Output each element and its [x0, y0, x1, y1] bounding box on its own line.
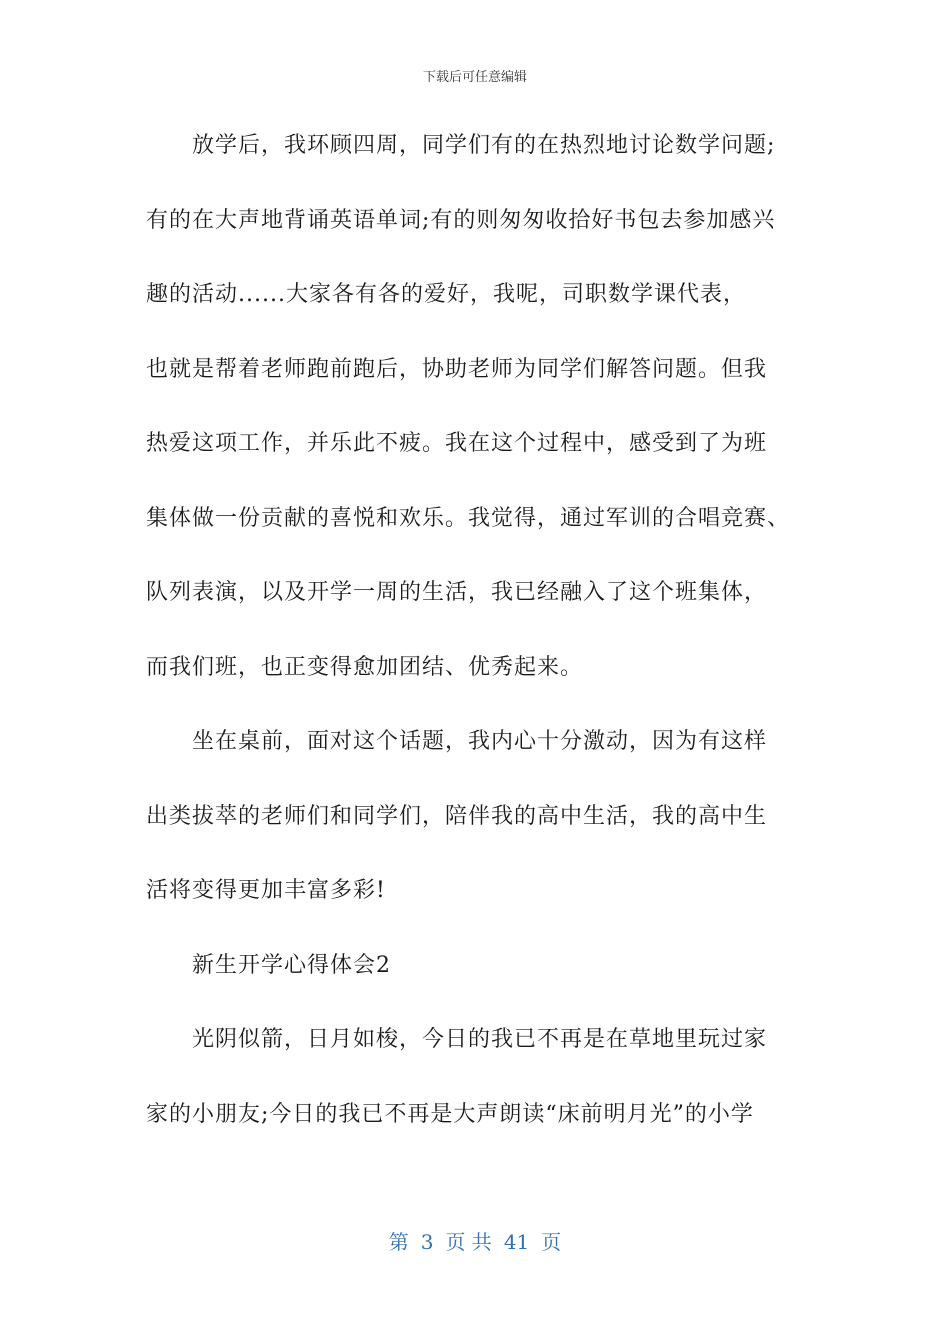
paragraph-line: 坐在桌前，面对这个话题，我内心十分激动，因为有这样 [192, 729, 768, 754]
footer-prefix: 第 [388, 1230, 409, 1254]
footer-suffix: 页 [541, 1230, 562, 1254]
paragraph-line: 家的小朋友;今日的我已不再是大声朗读“床前明月光”的小学 [146, 1101, 754, 1127]
footer-middle: 页 共 [445, 1230, 492, 1254]
paragraph-line: 队列表演，以及开学一周的生活，我已经融入了这个班集体， [146, 580, 768, 605]
paragraph-line: 集体做一份贡献的喜悦和欢乐。我觉得，通过军训的合唱竞赛、 [146, 505, 791, 531]
paragraph-line: 出类拔萃的老师们和同学们，陪伴我的高中生活，我的高中生 [146, 803, 768, 829]
paragraph-line: 热爱这项工作，并乐此不疲。我在这个过程中，感受到了为班 [146, 431, 768, 456]
document-body [146, 128, 806, 1171]
page-footer [0, 1226, 950, 1255]
paragraph-line: 而我们班，也正变得愈加团结、优秀起来。 [146, 654, 584, 680]
paragraph-line: 也就是帮着老师跑前跑后，协助老师为同学们解答问题。但我 [146, 356, 768, 382]
current-page-number: 3 [420, 1230, 434, 1254]
paragraph-line: 光阴似箭，日月如梭，今日的我已不再是在草地里玩过家 [192, 1027, 768, 1052]
total-page-count: 41 [503, 1230, 530, 1254]
paragraph-line: 趣的活动......大家各有各的爱好，我呢，司职数学课代表， [146, 282, 746, 307]
paragraph-line: 有的在大声地背诵英语单词;有的则匆匆收拾好书包去参加感兴 [146, 207, 776, 233]
paragraph-line: 活将变得更加丰富多彩! [146, 878, 386, 903]
section-heading: 新生开学心得体会2 [192, 952, 391, 978]
paragraph-line: 放学后，我环顾四周，同学们有的在热烈地讨论数学问题; [192, 133, 776, 158]
page-header: 下载后可任意编辑 [422, 70, 527, 85]
